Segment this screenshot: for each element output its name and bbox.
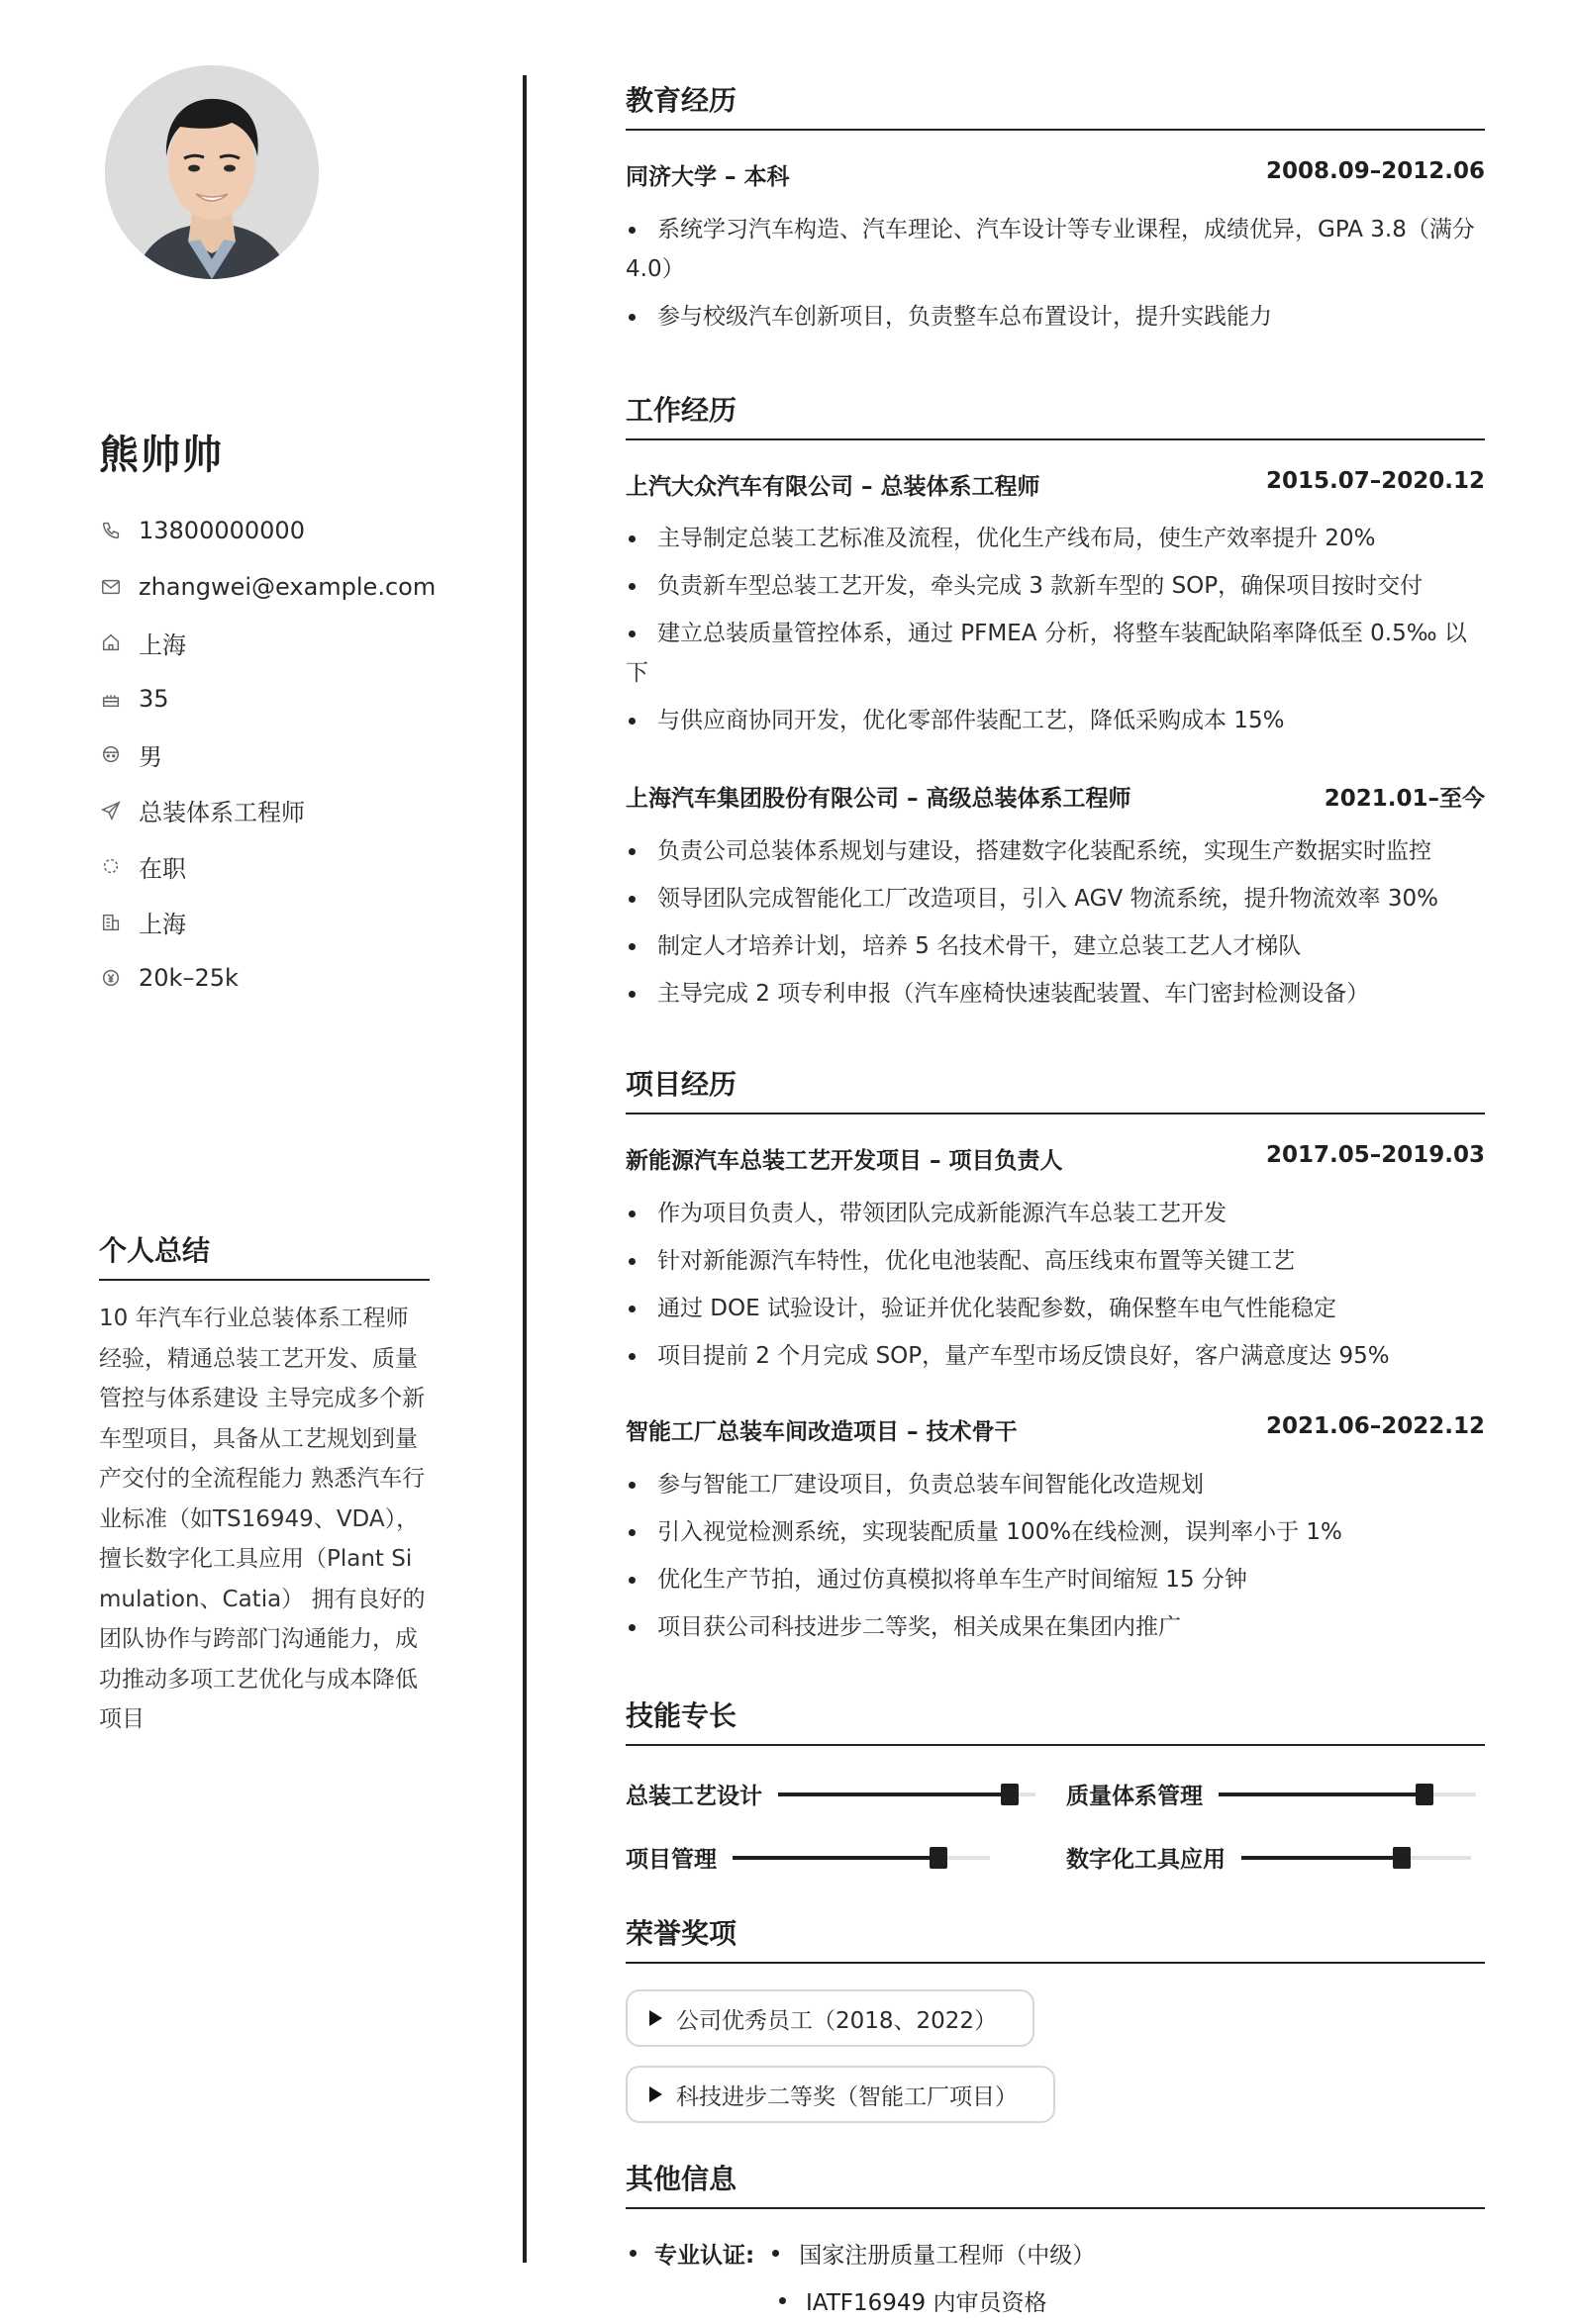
skill-level-bar	[778, 1792, 1035, 1796]
skill-level-fill	[1241, 1856, 1402, 1860]
list-item: 引入视觉检测系统，实现装配质量 100%在线检测，误判率小于 1%	[626, 1512, 1485, 1552]
cert-item: 国家注册质量工程师（中级）	[799, 2242, 1096, 2269]
phone-icon	[99, 519, 123, 542]
skill-item	[1066, 1841, 1471, 1874]
cert-row	[626, 2229, 1485, 2276]
summary-title: 个人总结	[99, 1229, 430, 1281]
summary-text: 10 年汽车行业总装体系工程师经验，精通总装工艺开发、质量管控与体系建设 主导完成多个新车型项目，具备从工艺规划到量产交付的全流程能力 熟悉汽车行业标准（如TS16949、VDA），擅长数字化工具应用（Plant Simulation、Catia） 拥有良好的团队协作与跨部门沟通能力，成功推动多项工艺优化与成本降低项目	[99, 1306, 426, 1732]
contact-value: 上海	[139, 911, 186, 939]
entry-title: 新能源汽车总装工艺开发项目 – 项目负责人	[626, 1148, 1063, 1174]
list-item: 建立总装质量管控体系，通过 PFMEA 分析，将整车装配缺陷率降低至 0.5‰ 以下	[626, 614, 1485, 693]
skill-level-fill	[733, 1856, 938, 1860]
entry-date: 2015.07–2020.12	[1265, 468, 1485, 494]
home-icon	[99, 630, 123, 654]
contact-email	[99, 559, 436, 616]
list-item: 负责公司总装体系规划与建设，搭建数字化装配系统，实现生产数据实时监控	[626, 831, 1485, 871]
sidebar	[0, 0, 515, 2320]
column-divider	[523, 75, 527, 2263]
skill-name: 总装工艺设计	[626, 1784, 762, 1809]
project-bullets	[626, 1194, 1485, 1384]
expand-triangle-icon	[649, 2010, 662, 2026]
entry-date: 2021.06–2022.12	[1265, 1413, 1485, 1439]
list-item: 制定人才培养计划，培养 5 名技术骨干，建立总装工艺人才梯队	[626, 926, 1485, 966]
awards-title: 荣誉奖项	[626, 1912, 1485, 1964]
work-entry-heading	[626, 780, 1485, 813]
avatar-portrait-icon	[105, 65, 319, 279]
skill-level-bar	[1241, 1856, 1471, 1860]
contact-salary	[99, 950, 436, 1007]
skill-level-fill	[1219, 1792, 1425, 1796]
status-icon	[99, 854, 123, 878]
gender-icon	[99, 742, 123, 766]
contact-value: 上海	[139, 630, 186, 659]
skill-level-handle	[1393, 1847, 1411, 1869]
skill-level-bar	[1219, 1792, 1476, 1796]
entry-date: 2017.05–2019.03	[1265, 1142, 1485, 1168]
skill-item	[1066, 1778, 1476, 1810]
projects-title: 项目经历	[626, 1063, 1485, 1114]
avatar	[105, 65, 319, 279]
skills-title: 技能专长	[626, 1695, 1485, 1746]
contact-value: 20k–25k	[139, 964, 239, 993]
cert-label: 专业认证:	[654, 2242, 755, 2269]
cake-icon	[99, 687, 123, 711]
work-bullets	[626, 831, 1485, 1021]
salary-icon	[99, 966, 123, 990]
contact-gender	[99, 726, 436, 783]
other-info	[626, 2229, 1485, 2324]
entry-title: 上汽大众汽车有限公司 – 总装体系工程师	[626, 474, 1040, 500]
skill-item	[626, 1841, 990, 1874]
list-item: 领导团队完成智能化工厂改造项目，引入 AGV 物流系统，提升物流效率 30%	[626, 879, 1485, 919]
project-entry-heading	[626, 1142, 1485, 1175]
skill-name: 项目管理	[626, 1847, 717, 1873]
list-item: 作为项目负责人，带领团队完成新能源汽车总装工艺开发	[626, 1194, 1485, 1233]
contact-city	[99, 895, 436, 951]
work-bullets	[626, 519, 1485, 748]
skill-level-handle	[930, 1847, 947, 1869]
contact-status	[99, 838, 436, 895]
bullet-dot-icon	[779, 2297, 786, 2304]
award-item[interactable]	[626, 2066, 1055, 2123]
skill-level-handle	[1001, 1784, 1019, 1805]
contact-value: 在职	[139, 854, 186, 883]
contact-location	[99, 615, 436, 671]
contact-age	[99, 671, 436, 727]
list-item: 与供应商协同开发，优化零部件装配工艺，降低采购成本 15%	[626, 701, 1485, 740]
mail-icon	[99, 575, 123, 599]
award-item[interactable]	[626, 1989, 1034, 2047]
contact-phone	[99, 503, 436, 559]
education-bullets	[626, 210, 1485, 344]
entry-title: 同济大学 – 本科	[626, 164, 790, 190]
building-icon	[99, 911, 123, 934]
candidate-name: 熊帅帅	[99, 433, 224, 478]
list-item: 通过 DOE 试验设计，验证并优化装配参数，确保整车电气性能稳定	[626, 1289, 1485, 1328]
work-entry-heading	[626, 468, 1485, 501]
other-title: 其他信息	[626, 2158, 1485, 2209]
list-item: 项目获公司科技进步二等奖，相关成果在集团内推广	[626, 1607, 1485, 1647]
project-entry-heading	[626, 1413, 1485, 1446]
list-item: 系统学习汽车构造、汽车理论、汽车设计等专业课程，成绩优异，GPA 3.8（满分 4.0）	[626, 210, 1485, 289]
cert-item: IATF16949 内审员资格	[806, 2289, 1047, 2316]
list-item: 优化生产节拍，通过仿真模拟将单车生产时间缩短 15 分钟	[626, 1560, 1485, 1599]
work-title: 工作经历	[626, 389, 1485, 440]
list-item: 针对新能源汽车特性，优化电池装配、高压线束布置等关键工艺	[626, 1241, 1485, 1281]
bullet-dot-icon	[630, 2250, 637, 2257]
contact-value: 总装体系工程师	[139, 799, 305, 827]
skill-level-fill	[778, 1792, 1010, 1796]
contact-value: 男	[139, 742, 162, 771]
contact-position	[99, 783, 436, 839]
skill-level-handle	[1416, 1784, 1433, 1805]
education-entry-heading	[626, 158, 1485, 191]
contact-value: 35	[139, 684, 169, 713]
contact-list	[99, 503, 436, 1007]
cert-row	[626, 2276, 1485, 2324]
award-label: 科技进步二等奖（智能工厂项目）	[676, 2083, 1018, 2110]
skill-level-bar	[733, 1856, 990, 1860]
entry-title: 上海汽车集团股份有限公司 – 高级总装体系工程师	[626, 786, 1131, 812]
bullet-dot-icon	[772, 2250, 779, 2257]
entry-date: 2008.09–2012.06	[1265, 158, 1485, 184]
list-item: 主导制定总装工艺标准及流程，优化生产线布局，使生产效率提升 20%	[626, 519, 1485, 558]
education-title: 教育经历	[626, 79, 1485, 131]
list-item: 参与智能工厂建设项目，负责总装车间智能化改造规划	[626, 1465, 1485, 1504]
skill-name: 数字化工具应用	[1066, 1847, 1226, 1873]
award-label: 公司优秀员工（2018、2022）	[676, 2007, 998, 2034]
project-bullets	[626, 1465, 1485, 1655]
skill-name: 质量体系管理	[1066, 1784, 1203, 1809]
contact-value: 13800000000	[139, 517, 305, 545]
list-item: 参与校级汽车创新项目，负责整车总布置设计，提升实践能力	[626, 297, 1485, 337]
send-icon	[99, 799, 123, 823]
entry-date: 2021.01–至今	[1324, 786, 1485, 812]
list-item: 项目提前 2 个月完成 SOP，量产车型市场反馈良好，客户满意度达 95%	[626, 1336, 1485, 1376]
contact-value: zhangwei@example.com	[139, 572, 437, 601]
entry-title: 智能工厂总装车间改造项目 – 技术骨干	[626, 1419, 1018, 1445]
expand-triangle-icon	[649, 2086, 662, 2102]
skill-item	[626, 1778, 1035, 1810]
list-item: 主导完成 2 项专利申报（汽车座椅快速装配装置、车门密封检测设备）	[626, 974, 1485, 1014]
list-item: 负责新车型总装工艺开发，牵头完成 3 款新车型的 SOP，确保项目按时交付	[626, 566, 1485, 606]
